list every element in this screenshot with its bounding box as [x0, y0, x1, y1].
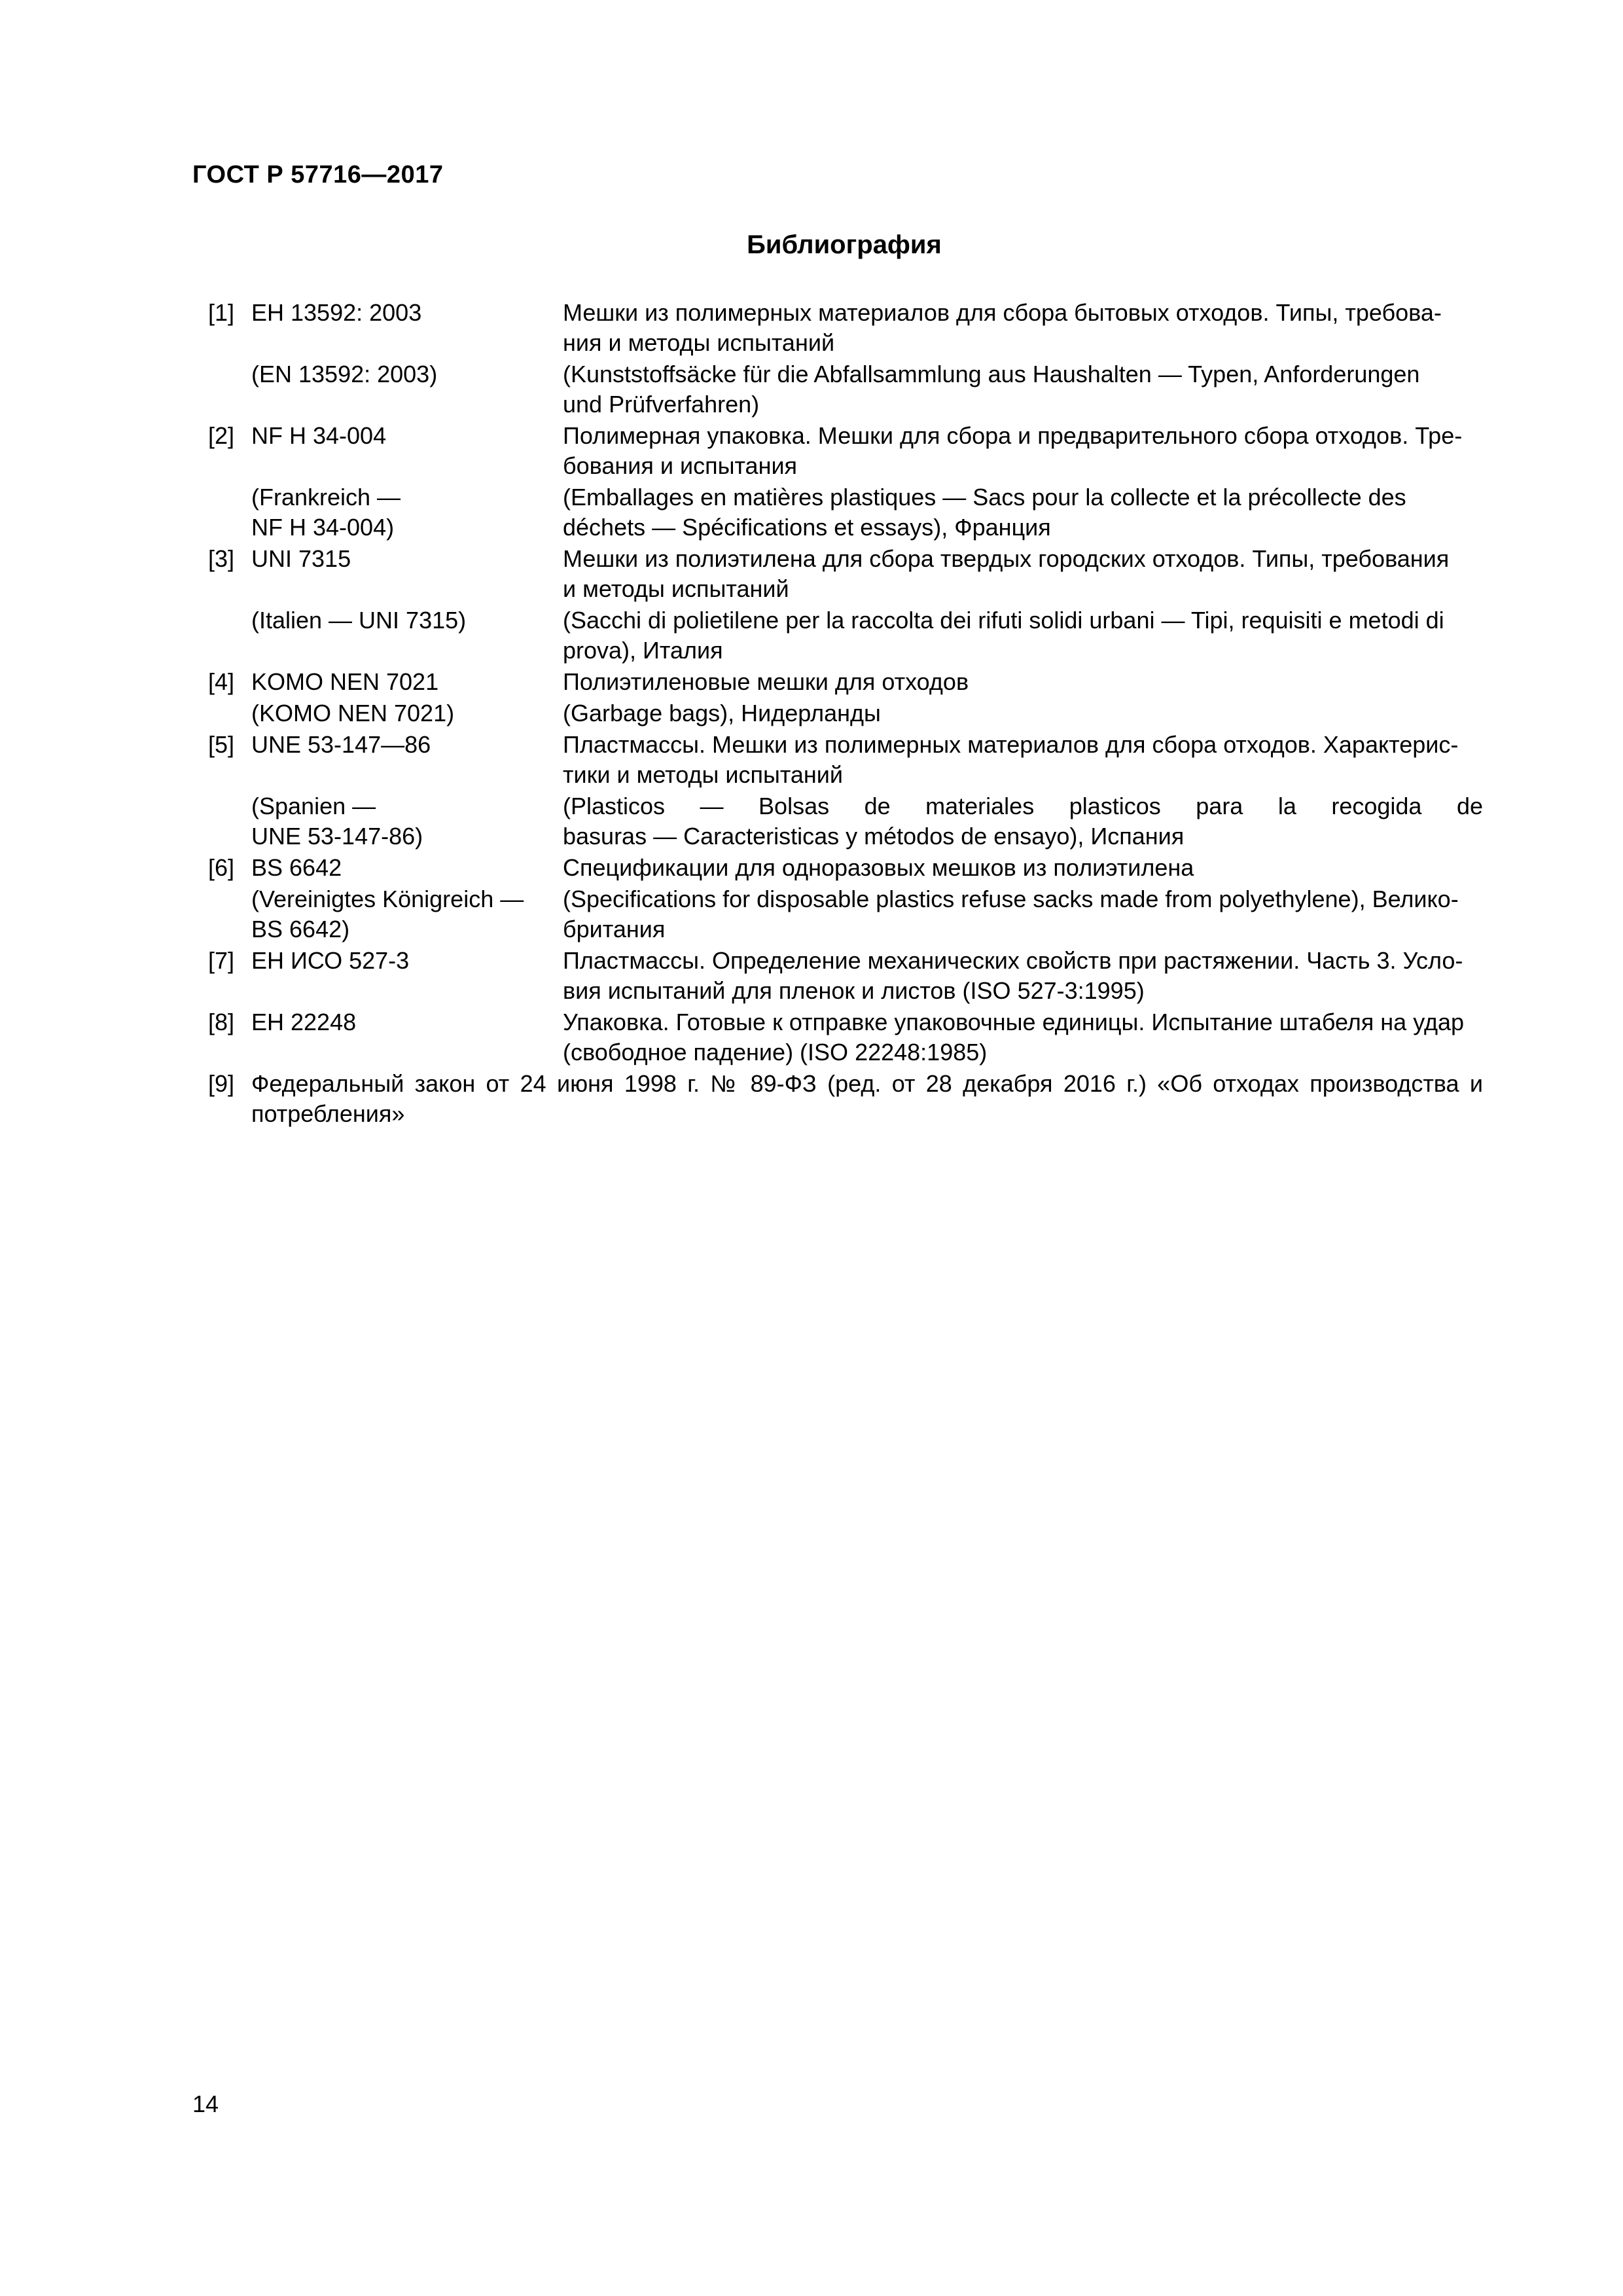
entry-number: [5] — [208, 731, 235, 758]
bibliography-list — [208, 298, 1483, 1130]
entry-description: Спецификации для одноразовых мешков из полиэтилена — [563, 854, 1194, 881]
entry-number: [9] — [208, 1070, 235, 1097]
entry-reference: KOMO NEN 7021 — [251, 668, 439, 695]
bibliography-entry-original — [208, 482, 1483, 543]
bibliography-entry — [208, 544, 1483, 604]
entry-description: (Sacchi di polietilene per la raccolta dei rifuti solidi urbani — Tipi, requisiti e metodi di prova), Италия — [563, 607, 1444, 664]
entry-number: [3] — [208, 545, 235, 572]
entry-reference: ЕН 13592: 2003 — [251, 299, 422, 326]
entry-description: Мешки из полиэтилена для сбора твердых городских отходов. Типы, требования и методы испытаний — [563, 545, 1450, 602]
entry-description: Федеральный закон от 24 июня 1998 г. № 89-ФЗ (ред. от 28 декабря 2016 г.) «Об отходах производства и потребления» — [251, 1070, 1483, 1127]
entry-description: Полимерная упаковка. Мешки для сбора и предварительного сбора отходов. Тре- бования и испытания — [563, 422, 1463, 479]
bibliography-entry — [208, 1069, 1483, 1129]
entry-reference: (Frankreich — NF H 34-004) — [251, 484, 401, 541]
bibliography-entry-original — [208, 884, 1483, 944]
entry-number: [2] — [208, 422, 235, 449]
entry-reference: UNI 7315 — [251, 545, 351, 572]
entry-description: (Kunststoffsäcke für die Abfallsammlung aus Haushalten — Typen, Anforderungen und Prüfverfahren) — [563, 361, 1420, 418]
document-id: ГОСТ Р 57716—2017 — [192, 161, 444, 188]
bibliography-entry — [208, 730, 1483, 790]
entry-reference: UNE 53-147—86 — [251, 731, 431, 758]
bibliography-entry-original — [208, 698, 1483, 728]
page-number: 14 — [192, 2090, 219, 2117]
entry-description: Мешки из полимерных материалов для сбора бытовых отходов. Типы, требова- ния и методы испытаний — [563, 299, 1442, 356]
entry-reference: (Italien — UNI 7315) — [251, 607, 467, 634]
entry-description: (Emballages en matières plastiques — Sacs pour la collecte et la précollecte des déchets — Spécifications et essays), Франция — [563, 484, 1406, 541]
entry-number: [1] — [208, 299, 235, 326]
entry-reference: (Vereinigtes Königreich — BS 6642) — [251, 886, 524, 942]
entry-description: Упаковка. Готовые к отправке упаковочные единицы. Испытание штабеля на удар (свободное падение) (ISO 22248:1985) — [563, 1009, 1465, 1066]
bibliography-entry-original — [208, 605, 1483, 666]
bibliography-entry — [208, 667, 1483, 697]
entry-number: [8] — [208, 1009, 235, 1035]
bibliography-entry-original — [208, 791, 1483, 852]
entry-reference: (Spanien — UNE 53-147-86) — [251, 793, 423, 850]
entry-description: (Specifications for disposable plastics refuse sacks made from polyethylene), Велико- британия — [563, 886, 1459, 942]
bibliography-entry — [208, 421, 1483, 481]
entry-description: (Plasticos — Bolsas de materiales plasticos para la recogida de basuras — Caracteristicas y métodos de ensayo), Испания — [563, 793, 1483, 850]
bibliography-entry — [208, 946, 1483, 1006]
entry-description: Пластмассы. Мешки из полимерных материалов для сбора отходов. Характерис- тики и методы испытаний — [563, 731, 1459, 788]
entry-description: (Garbage bags), Нидерланды — [563, 700, 881, 726]
bibliography-entry — [208, 853, 1483, 883]
entry-reference: NF H 34-004 — [251, 422, 387, 449]
entry-reference: (KOMO NEN 7021) — [251, 700, 455, 726]
bibliography-entry — [208, 1007, 1483, 1067]
entry-number: [7] — [208, 947, 235, 974]
entry-reference: ЕН 22248 — [251, 1009, 357, 1035]
entry-reference: ЕН ИСО 527-3 — [251, 947, 410, 974]
entry-description: Пластмассы. Определение механических свойств при растяжении. Часть 3. Усло- вия испытаний для пленок и листов (ISO 527-3:1995) — [563, 947, 1463, 1004]
entry-description: Полиэтиленовые мешки для отходов — [563, 668, 969, 695]
entry-reference: (EN 13592: 2003) — [251, 361, 438, 387]
bibliography-entry-original — [208, 359, 1483, 420]
entry-number: [6] — [208, 854, 235, 881]
bibliography-entry — [208, 298, 1483, 358]
section-title: Библиография — [747, 230, 942, 259]
entry-number: [4] — [208, 668, 235, 695]
entry-reference: BS 6642 — [251, 854, 342, 881]
